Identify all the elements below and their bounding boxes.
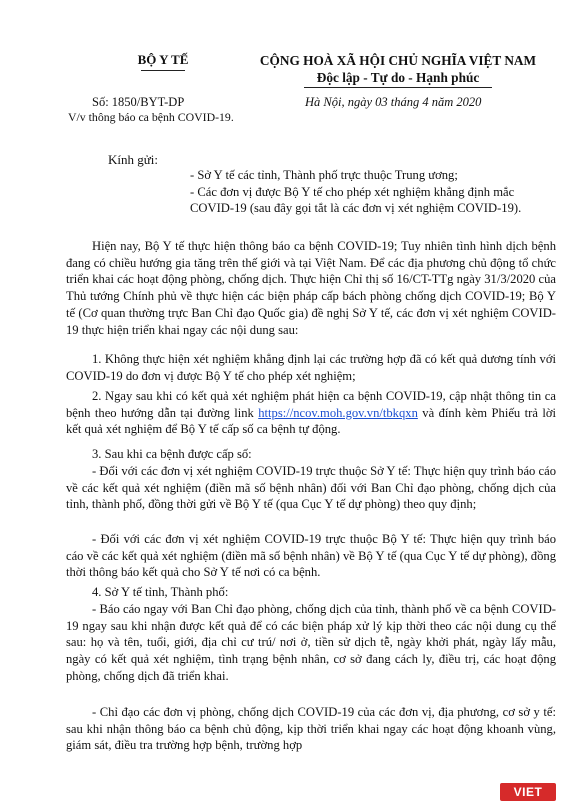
item-4-heading: 4. Sở Y tế tỉnh, Thành phố: <box>92 585 229 599</box>
item-2-text-end: và đính kèm Phiếu trả lời kết quả xét nghiệm để Bộ Y tế cấp số ca bệnh tự động. <box>66 405 556 437</box>
recipient-1: - Sở Y tế các tỉnh, Thành phố trực thuộc Trung ương; <box>190 168 458 182</box>
ncov-link[interactable]: https://ncov.moh.gov.vn/tbkqxn <box>258 405 418 420</box>
item-4b-paragraph: - Chỉ đạo các đơn vị phòng, chống dịch COVID-19 của các đơn vị, địa phương, cơ sở y tế: sau khi nhận thông báo ca bệnh chủ động, kịp thời triển khai ngay các hoạt động khoanh vùng, giám sát, điều tra trường hợp bệnh, trường hợp <box>66 705 556 753</box>
item-2-text: 2. Ngay sau khi có kết quả xét nghiệm phát hiện ca bệnh COVID-19, cập nhật thông tin ca bệnh theo hướng dẫn tại đường link <box>66 389 556 420</box>
item-1-paragraph: 1. Không thực hiện xét nghiệm khẳng định lại các trường hợp đã có kết quả dương tính với COVID-19 do đơn vị được Bộ Y tế cho phép xét nghiệm; <box>66 352 556 383</box>
document-subject: V/v thông báo ca bệnh COVID-19. <box>68 110 234 124</box>
item-3a-paragraph: - Đối với các đơn vị xét nghiệm COVID-19 trực thuộc Sở Y tế: Thực hiện quy trình báo cáo về các kết quả xét nghiệm (điền mã số bệnh nhân) đối với Ban Chỉ đạo phòng, chống dịch của tỉnh, thành phố, đồng thời gửi về Bộ Y tế (qua Cục Y tế dự phòng) theo quy định; <box>66 464 556 512</box>
viet-logo: VIET <box>500 783 556 801</box>
intro-paragraph: Hiện nay, Bộ Y tế thực hiện thông báo ca bệnh COVID-19; Tuy nhiên tình hình dịch bệnh đang có chiều hướng gia tăng trên thế giới và tại Việt Nam. Để các địa phương chủ động tổ chức triển khai các hoạt động phòng, chống dịch. Thực hiện Chỉ thị số 16/CT-TTg ngày 31/3/2020 của Thủ tướng Chính phủ về thực hiện các biện pháp cấp bách phòng chống dịch COVID-19; Bộ Y tế (Cơ quan thường trực Ban Chỉ đạo Quốc gia) đề nghị Sở Y tế, các đơn vị xét nghiệm COVID-19 thực hiện triển khai ngay các nội dung sau: <box>66 239 556 337</box>
recipient-2: - Các đơn vị được Bộ Y tế cho phép xét nghiệm khẳng định mắc COVID-19 (sau đây gọi tắt là các đơn vị xét nghiệm COVID-19). <box>190 185 522 215</box>
country-name: CỘNG HOÀ XÃ HỘI CHỦ NGHĨA VIỆT NAM <box>259 53 537 68</box>
agency-underline <box>141 70 185 71</box>
national-motto: Độc lập - Tự do - Hạnh phúc <box>316 70 480 85</box>
item-4a-paragraph: - Báo cáo ngay với Ban Chỉ đạo phòng, chống dịch của tỉnh, thành phố về ca bệnh COVID-19 ngay sau khi nhận được kết quả để có các biện pháp xử lý kịp thời theo các nội dung cụ thể sau: họ và tên, tuổi, giới, địa chỉ cư trú/ nơi ở, tiền sử dịch tễ, ngày khởi phát, ngày lấy mẫu, ngày có kết quả xét nghiệm, tình trạng bệnh nhân, cơ sở đang cách ly, điều trị, các hoạt động phòng, chống dịch đã triển khai. <box>66 602 556 683</box>
salutation: Kính gửi: <box>108 152 159 167</box>
item-3-heading: 3. Sau khi ca bệnh được cấp số: <box>92 447 252 461</box>
item-3b-paragraph: - Đối với các đơn vị xét nghiệm COVID-19 trực thuộc Bộ Y tế: Thực hiện quy trình báo cáo về các kết quả xét nghiệm (điền mã số bệnh nhân) về Bộ Y tế (qua Cục Y tế dự phòng), đồng thời thông báo kết quả cho Sở Y tế nơi có ca bệnh. <box>66 532 556 580</box>
item-2-paragraph <box>66 388 556 438</box>
document-date: Hà Nội, ngày 03 tháng 4 năm 2020 <box>305 95 482 109</box>
national-header <box>252 52 544 86</box>
document-number: Số: 1850/BYT-DP <box>92 95 185 109</box>
motto-underline <box>304 87 492 88</box>
issuing-agency: BỘ Y TẾ <box>137 52 189 67</box>
